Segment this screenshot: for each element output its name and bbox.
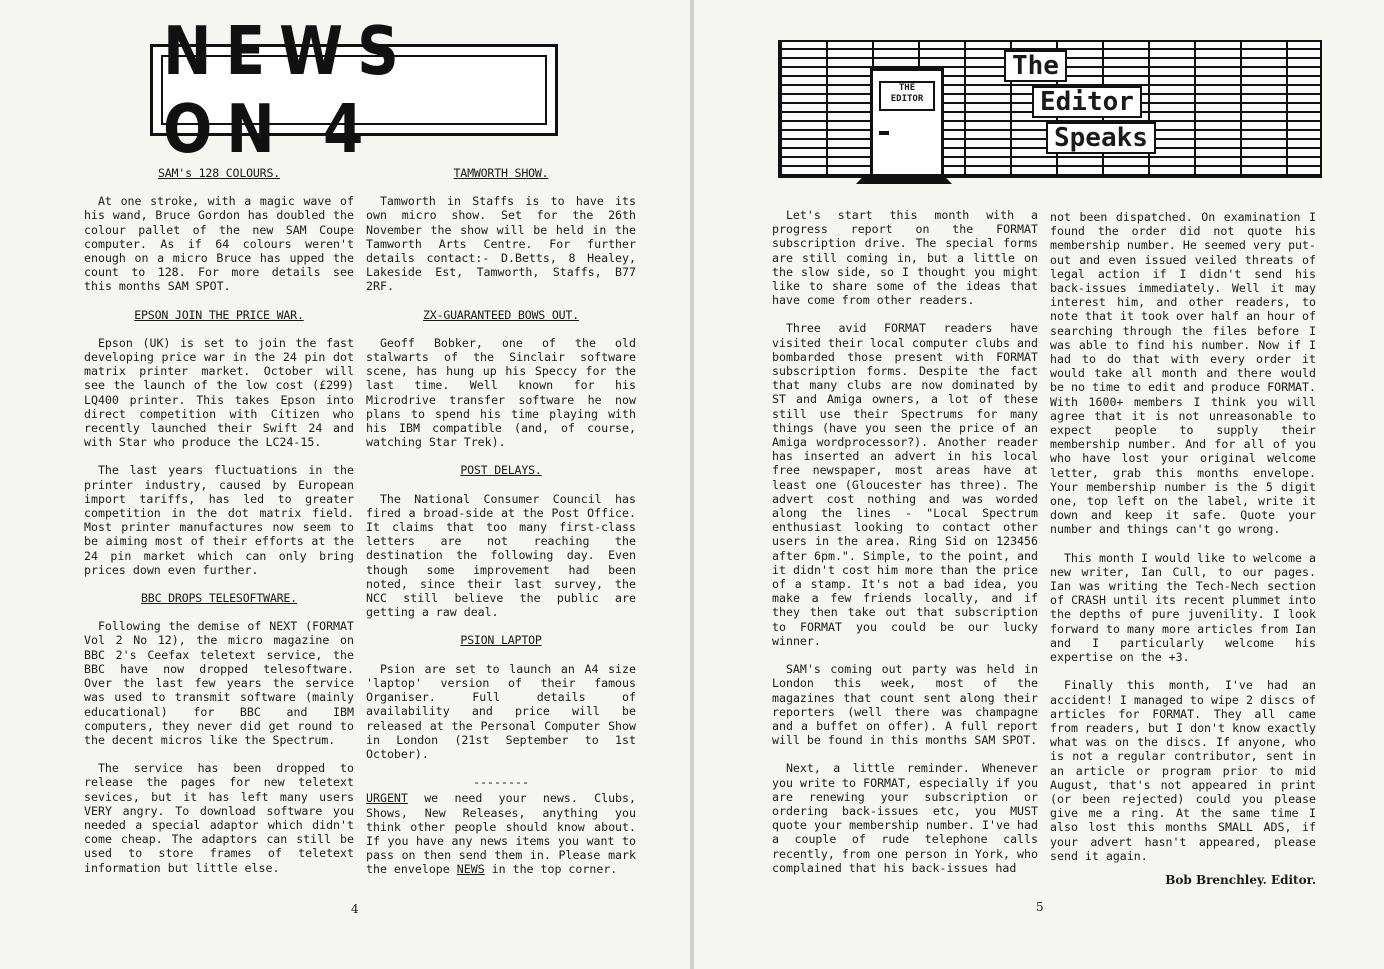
article-paragraph: The National Consumer Council has fired a broad-side at the Post Office. It claims that too many first-class letters are not reaching the destination the following day. Even though some improvement had been noted, since their last survey, the NCC still believe the public are getting a raw deal.: [366, 491, 636, 620]
article-paragraph: Next, a little reminder. Whenever you write to FORMAT, especially if you are renewing your subscription or ordering back-issues etc, you MUST quote your membership number. I've had a couple of rude telephone calls recently, from one person in York, who complained that his back-issues had: [772, 761, 1038, 875]
masthead-inner-frame: [161, 11, 547, 169]
article-paragraph: Let's start this month with a progress report on the FORMAT subscription drive. The special forms are still coming in, but a little on the slow side, so I thought you might like to share some of the ideas that have come from other readers.: [772, 208, 1038, 308]
door-sign: [879, 81, 935, 111]
article-paragraph: Geoff Bobker, one of the old stalwarts of the Sinclair software scene, has hung up his Speccy for the last time. Well known for his Microdrive transfer software he now plans to spend his time playing with his IBM compatible (and, of course, watching Star Trek).: [366, 335, 636, 450]
news-label: NEWS: [456, 862, 485, 877]
article-headline: BBC DROPS TELESOFTWARE.: [141, 591, 297, 606]
door-sign-line-1: THE: [898, 83, 916, 93]
section-divider: --------: [473, 775, 529, 790]
urgent-notice: [366, 791, 636, 876]
left-page: [0, 0, 690, 969]
urgent-label: URGENT: [366, 791, 408, 806]
right-column-2: [1050, 210, 1316, 887]
masthead-word-editor: Editor: [1032, 86, 1142, 118]
page-number: 5: [1036, 900, 1044, 914]
editor-signature: Bob Brenchley. Editor.: [1165, 872, 1316, 887]
article-paragraph: Finally this month, I've had an accident! I managed to wipe 2 discs of articles for FORMAT. They all came from readers, but I don't know exactly what was on the discs. If anyone, who is not a regular contributor, sent in an article or program prior to mid August, that's not appeared in print (or been rejected) could you please give me a ring. At the same time I also lost this months SMALL ADS, if your advert hasn't appeared, please send it again.: [1050, 678, 1316, 863]
article-headline: EPSON JOIN THE PRICE WAR.: [134, 307, 304, 322]
article-headline: POST DELAYS.: [460, 463, 542, 478]
left-column-1: [84, 160, 354, 889]
article-paragraph: This month I would like to welcome a new writer, Ian Cull, to our pages. Ian was writing the Tech-Nech section of CRASH until its recent plummet into the depths of pure juvenility. I look forward to many more articles from Ian and I particularly welcome his expertise on the +3.: [1050, 550, 1316, 665]
article-paragraph: Tamworth in Staffs is to have its own micro show. Set for the 26th November the show will be held in the Tamworth Arts Centre. For further details contact:- D.Betts, 8 Healey, Lakeside Est, Tamworth, Staffs, B77 2RF.: [366, 194, 636, 294]
article-paragraph: not been dispatched. On examination I found the order did not quote his membership number. He seemed very put-out and even issued veiled threats of legal action if I didn't send his back-issues immediately. Well it may interest him, and other readers, to note that it took over half an hour of searching through the files before I was able to find his number. Now if I had to do that with every order it would take all month and there would be no time to edit and produce FORMAT. With 1600+ members I think you will agree that it is not unreasonable to expect people to supply their membership number. And for all of you who have lost your original welcome letter, grab this months envelope. Your membership number is the 5 digit one, top left on the label, write it down and keep it safe. Quote your number and things can't go wrong.: [1050, 210, 1316, 537]
article-headline: PSION LAPTOP: [460, 633, 542, 648]
article-paragraph: SAM's coming out party was held in London this week, most of the magazines that count sent along their reporters (well there was champagne and a buffet on offer). A full report will be found in this months SAM SPOT.: [772, 662, 1038, 748]
page-number: 4: [351, 902, 359, 916]
left-column-2: [366, 160, 636, 891]
article-paragraph: At one stroke, with a magic wave of his wand, Bruce Gordon has doubled the colour pallet of the new SAM Coupe computer. As if 64 colours weren't enough on a micro Bruce has upped the count to 128. For more details see this months SAM SPOT.: [84, 194, 354, 294]
news-on-4-masthead: [150, 11, 558, 169]
article-headline: TAMWORTH SHOW.: [453, 166, 549, 180]
masthead-title: NEWS ON 4: [163, 11, 413, 169]
article-headline: SAM's 128 COLOURS.: [157, 166, 281, 180]
door-graphic: [870, 68, 944, 180]
right-page: [694, 0, 1384, 969]
article-paragraph: Epson (UK) is set to join the fast developing price war in the 24 pin dot matrix printer market. October will see the launch of the low cost (£299) LQ400 printer. This takes Epson into direct competition with Citizen who recently launched their Swift 24 and with Star who produce the LC24-15.: [84, 335, 354, 450]
article-paragraph: Following the demise of NEXT (FORMAT Vol 2 No 12), the micro magazine on BBC 2's Ceefax teletext service, the BBC have now dropped telesoftware. Over the last few years the service was used to transmit software (mainly educational) for BBC and IBM computers, they never did get round to the decent micros like the Spectrum.: [84, 619, 354, 747]
article-paragraph: The service has been dropped to release the pages for new teletext sevices, but it has left many users VERY angry. To download software you needed a special adaptor which didn't come cheap. The adaptors can still be used to store frames of teletext information but little else.: [84, 761, 354, 875]
urgent-text-tail: in the top corner.: [484, 862, 618, 877]
door-sign-line-2: EDITOR: [890, 94, 924, 104]
door-step-graphic: [856, 174, 952, 184]
masthead-word-speaks: Speaks: [1046, 122, 1156, 154]
editor-speaks-masthead: [778, 40, 1318, 186]
article-headline: ZX-GUARANTEED BOWS OUT.: [423, 307, 579, 322]
article-paragraph: The last years fluctuations in the printer industry, caused by European import tariffs, has led to greater competition in the dot matrix field. Most printer manufactures now seem to be aiming most of their efforts at the 24 pin market which can only bring prices down even further.: [84, 463, 354, 577]
urgent-text: we need your news. Clubs, Shows, New Releases, anything you think other people should know about. If you have any news items you want to pass on then send them in. Please mark the envelope: [366, 791, 636, 877]
article-paragraph: Three avid FORMAT readers have visited their local computer clubs and bombarded those present with FORMAT subscription forms. Despite the fact that many clubs are now dominated by ST and Amiga owners, a lot of these still use their Spectrums for many things (have you seen the price of an Amiga wordprocessor?). Another reader has inserted an advert in his local free newspaper, most areas have at least one (Gloucester has three). The advert cost nothing and was worded along the lines - "Local Spectrum enthusiast looking to contact other users in the area. Ring Sid on 123456 after 6pm.". Simple, to the point, and it didn't cost him more than the price of a stamp. It's not a bad idea, you make a few friends locally, and if they then take out that subscription to FORMAT you could be our lucky winner.: [772, 321, 1038, 648]
door-handle-icon: [879, 131, 889, 135]
right-column-1: [772, 208, 1038, 889]
article-paragraph: Psion are set to launch an A4 size 'laptop' version of their famous Organiser. Full details of availability and price will be released at the Personal Computer Show in London (21st September to 1st October).: [366, 661, 636, 761]
masthead-word-the: The: [1004, 50, 1067, 82]
